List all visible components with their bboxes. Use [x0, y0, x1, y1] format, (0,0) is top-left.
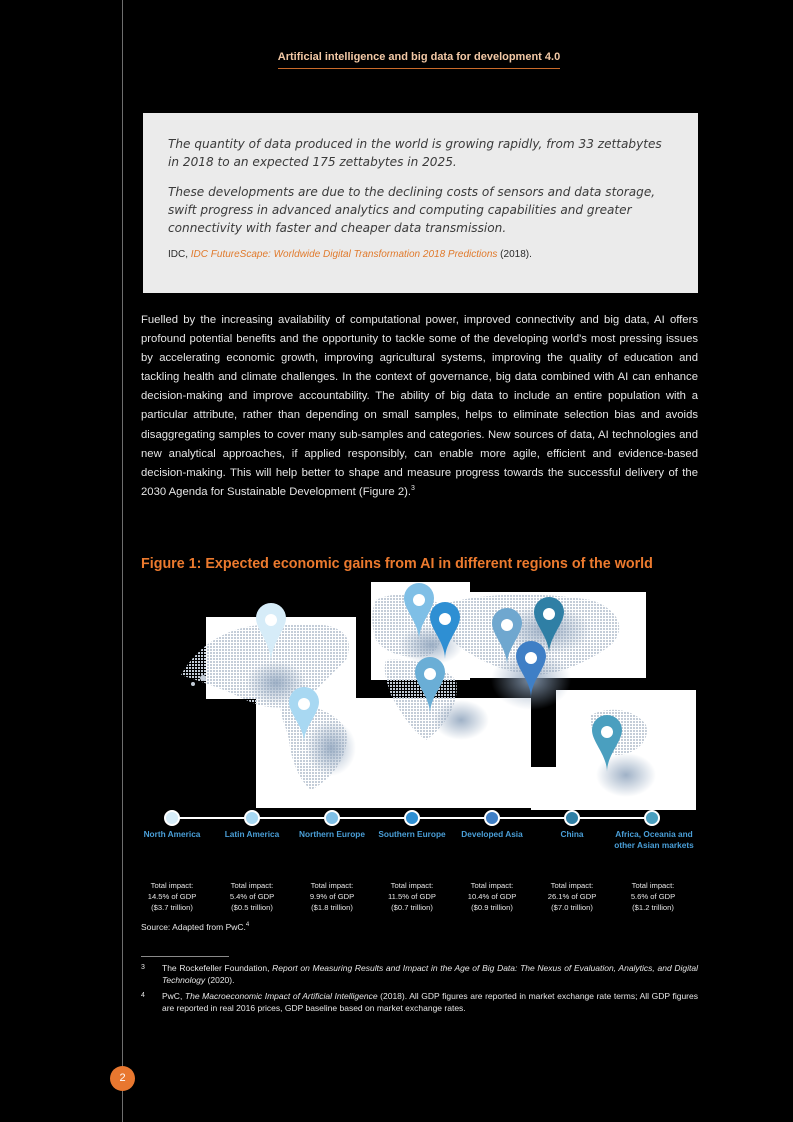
- impact-label: Total impact:: [310, 881, 354, 890]
- impact-gdp: 5.4% of GDP: [229, 892, 275, 901]
- impact-latin-america: [212, 880, 292, 913]
- footnote-text: [162, 962, 698, 986]
- body-paragraph: [141, 311, 698, 502]
- region-label-north-america: North America: [143, 829, 201, 839]
- impact-label: Total impact:: [550, 881, 594, 890]
- impact-north-america: [132, 880, 212, 913]
- quote-source: [168, 249, 672, 260]
- impact-southern-europe: [372, 880, 452, 913]
- region-label-southern-europe: Southern Europe: [378, 829, 446, 839]
- region-timeline: [160, 808, 660, 828]
- page-number-badge: 2: [110, 1066, 135, 1091]
- left-margin-rule: [122, 0, 123, 1122]
- quote-paragraph-1: The quantity of data produced in the world is growing rapidly, from 33 zettabytes in 2018 to an expected 175 zettabytes in 2025.: [168, 137, 662, 169]
- timeline-dot-southern-europe: [405, 811, 419, 825]
- footnote-text-pre: PwC,: [162, 991, 185, 1001]
- footnote-3: [141, 962, 698, 986]
- footnote-4: [141, 990, 698, 1014]
- timeline-dot-north-america: [165, 811, 179, 825]
- footnote-ref-4[interactable]: 4: [245, 922, 250, 929]
- impact-label: Total impact:: [631, 881, 675, 890]
- impact-developed-asia: [452, 880, 532, 913]
- impact-value: ($1.8 trillion): [311, 903, 353, 912]
- impact-gdp: 10.4% of GDP: [467, 892, 517, 901]
- footnote-rule: [141, 956, 229, 957]
- timeline-dot-developed-asia: [485, 811, 499, 825]
- footnote-number: 4: [141, 992, 145, 999]
- quote-source-prefix: IDC,: [168, 249, 191, 260]
- footnote-title: Report on Measuring Results and Impact in the Age of Big Data: The Nexus of Evaluation, Analytics, and Digital Technology: [162, 963, 698, 985]
- impact-label: Total impact:: [470, 881, 514, 890]
- running-header: [140, 47, 698, 69]
- impact-value: ($3.7 trillion): [151, 903, 193, 912]
- footnote-ref-3[interactable]: 3: [411, 485, 415, 493]
- impact-value: ($0.7 trillion): [391, 903, 433, 912]
- footnote-text-post: (2020).: [205, 975, 235, 985]
- figure-source: [141, 922, 249, 932]
- timeline-dot-northern-europe: [325, 811, 339, 825]
- impact-value: ($0.9 trillion): [471, 903, 513, 912]
- impact-gdp: 9.9% of GDP: [309, 892, 355, 901]
- impact-value: ($1.2 trillion): [632, 903, 674, 912]
- footnote-text: [162, 990, 698, 1014]
- running-header-text: Artificial intelligence and big data for development 4.0: [278, 51, 560, 69]
- footnote-title: The Macroeconomic Impact of Artificial Intelligence: [184, 991, 378, 1001]
- impact-china: [532, 880, 612, 913]
- impact-value: ($0.5 trillion): [231, 903, 273, 912]
- quote-paragraph-2: These developments are due to the declining costs of sensors and data storage, swift progress in advanced analytics and computing capabilities and greater connectivity with faster and cheaper data transmission.: [168, 185, 656, 235]
- impact-label: Total impact:: [390, 881, 434, 890]
- quote-source-link[interactable]: IDC FutureScape: Worldwide Digital Transformation 2018 Predictions: [190, 249, 498, 260]
- region-label-northern-europe: Northern Europe: [299, 829, 365, 839]
- timeline-dot-latin-america: [245, 811, 259, 825]
- impact-gdp: 26.1% of GDP: [547, 892, 597, 901]
- impact-northern-europe: [292, 880, 372, 913]
- figure-source-text: Source: Adapted from PwC.: [141, 922, 246, 932]
- region-label-africa-oceania: Africa, Oceania and other Asian markets: [614, 829, 694, 850]
- footnote-number: 3: [141, 964, 145, 971]
- quote-source-suffix: (2018).: [497, 249, 532, 260]
- timeline-dot-africa-oceania: [645, 811, 659, 825]
- region-label-china: China: [560, 829, 584, 839]
- figure-title: Figure 1: Expected economic gains from AI in different regions of the world: [141, 556, 653, 572]
- body-text: Fuelled by the increasing availability of computational power, improved connectivity and big data, AI offers profound potential benefits and the opportunity to tackle some of the developing world's most pressing issues by accelerating economic growth, improving agricultural systems, improving the quality of education and tackling health and climate challenges. In the context of governance, big data combined with AI can enhance decision-making and improve accountability. The ability of big data to include an entire population with a particular attribute, rather than depending on small samples, helps to eliminate selection bias and avoids disaggregating samples to cover many sub-samples and categories. New sources of data, AI technologies and new analytical approaches, if applied responsibly, can enable more agile, efficient and evidence-based decision-making. This will help better to shape and measure progress towards the successful delivery of the 2030 Agenda for Sustainable Development (Figure 2).: [141, 314, 698, 498]
- footnote-text-post: (2018). All GDP figures are reported in market exchange rate terms; All GDP figures are reported in real 2016 prices, GDP baseline based on market exchange rates.: [162, 991, 698, 1013]
- quote-box: [143, 113, 698, 293]
- impact-label: Total impact:: [230, 881, 274, 890]
- impact-label: Total impact:: [150, 881, 194, 890]
- impact-gdp: 14.5% of GDP: [147, 892, 197, 901]
- impact-gdp: 5.6% of GDP: [630, 892, 676, 901]
- impact-value: ($7.0 trillion): [551, 903, 593, 912]
- timeline-dot-china: [565, 811, 579, 825]
- region-label-latin-america: Latin America: [224, 829, 280, 839]
- region-label-developed-asia: Developed Asia: [461, 829, 523, 839]
- impact-africa-oceania: [613, 880, 693, 913]
- world-map: [141, 580, 698, 810]
- footnote-text-pre: The Rockefeller Foundation,: [162, 963, 273, 973]
- impact-gdp: 11.5% of GDP: [388, 892, 436, 901]
